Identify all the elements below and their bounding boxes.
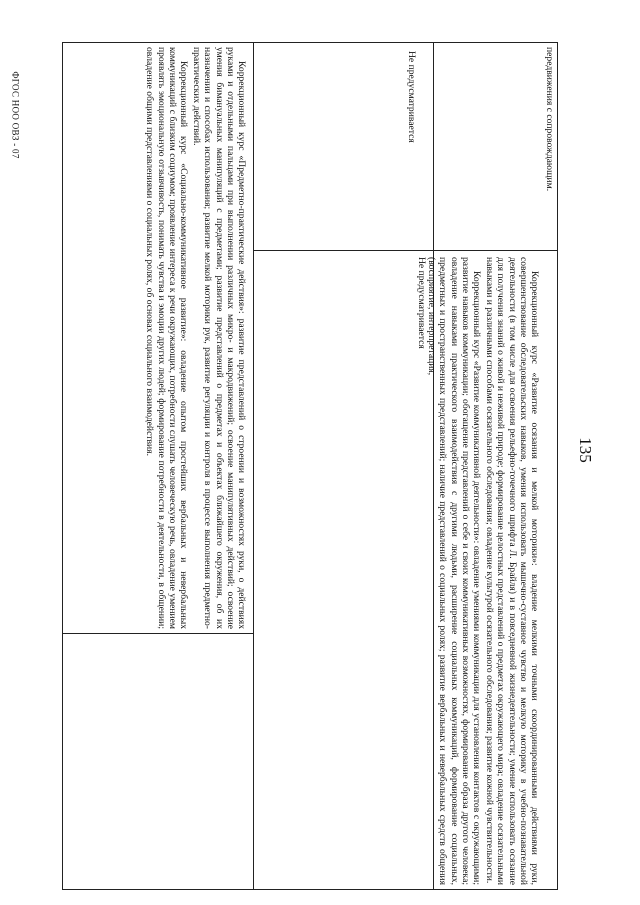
page-number: 135 bbox=[575, 437, 595, 463]
middle-column-top-cell bbox=[404, 51, 417, 241]
row-divider-middle-column bbox=[253, 250, 433, 251]
middle-column-cell bbox=[414, 257, 427, 557]
left-course-social-communicative: Коррекционный курс «Социально-коммуникативное развитие»: овладение опытом простейших вербальных и невербальных коммуникаций с близким социумом; проявление интереса к речи окружающих, потребности слушать человеческую речь, овладение умением проявлять эмоциональную отзывчивость, понимать чувства и эмоции других людей; формирование потребности в деятельности, в общении; овладение общими представлениями о социальных ролях, об основах социального взаимодействия. bbox=[144, 47, 189, 629]
document-code: ФГОС НОО ОВЗ - 07 bbox=[10, 71, 21, 159]
middle-not-provided: Не предусматривается bbox=[416, 257, 427, 349]
right-course-tactile: Коррекционный курс «Развитие осязания и мелкой моторики»: владение мелкими точными скоординированными действиями руки, совершенствование обследовательских навыков, умения использовать мышечно-суставное чувство и мелкую моторику в учебно-познавательной деятельности (в том числе для освоения рельефно-точечного шрифта Л. Брайля) и в повседневной жизнедеятельности; умение использовать осязание для получения знаний о живой и неживой природе; формирование целостных представлений о предметах окружающего мира; овладение осязательными навыками и различными способами осязательного обследования; овладение культурой осязательного обследования; развитие кожной чувствительности. bbox=[484, 257, 540, 885]
left-column-cell bbox=[142, 47, 247, 629]
left-course-object-actions: Коррекционный курс «Предметно-практические действия»: развитие представлений о строении и возможностях руки, о действиях руками и отдельными пальцами при выполнении различных микро- и макродвижений; освоение манипулятивных действий; освоение умения бимануальных манипуляций с предметами; развитие представлений о предметах и объектах ближайшего окружения, об их назначении и способах использования; развитие мелкой моторики рук, развитие регуляции и контроля в процессе выполнения предметно-практических действий. bbox=[191, 47, 247, 629]
right-course-communication: Коррекционный курс «Развитие коммуникативной деятельности»: овладение умениями коммуникации для установления контактов с окружающими; развитие навыков коммуникации; обогащение представлений о себе и своих коммуникативных возможностях, формирование образа другого человека; овладение навыками практического взаимодействия с другими людьми, расширение социальных коммуникаций, формирование социальных, предметных и пространственных представлений; наличие представлений о социальных ролях; развитие вербальных и невербальных средств общения (восприятие, интерпретация, bbox=[426, 257, 482, 885]
row-divider-right-column bbox=[433, 250, 557, 251]
row-divider-left-column bbox=[63, 633, 253, 634]
right-top-fragment: передвижения с сопровождающим. bbox=[544, 47, 555, 192]
column-divider-left bbox=[253, 43, 254, 889]
right-column-top-cell bbox=[542, 47, 555, 247]
standards-table bbox=[62, 42, 558, 890]
middle-not-provided-top: Не предусматривается bbox=[406, 51, 417, 143]
right-column-main-cell bbox=[424, 257, 540, 885]
